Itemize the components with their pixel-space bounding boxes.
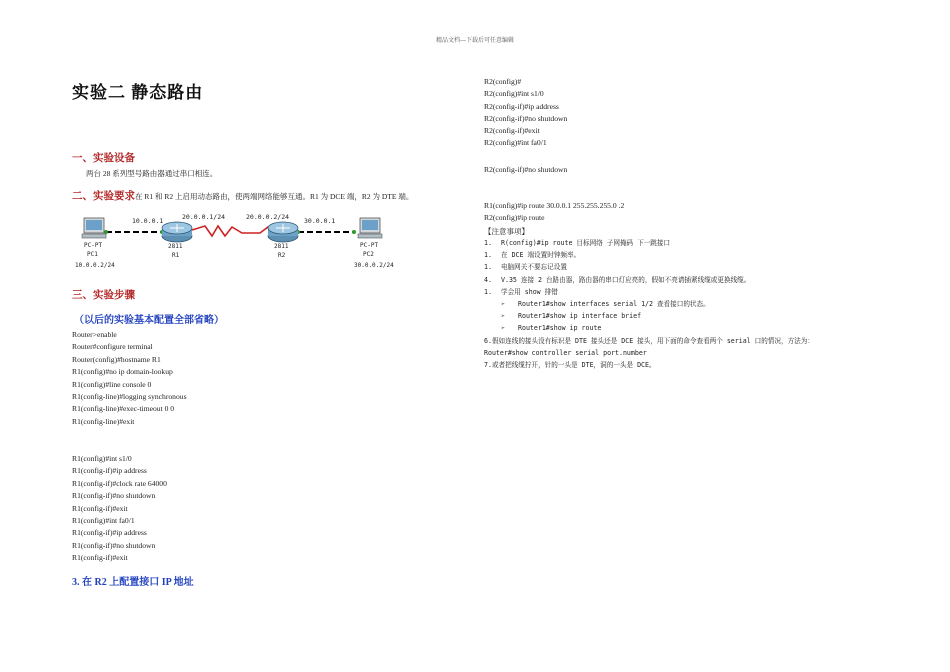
port-led: [352, 230, 356, 234]
r2-config-block-2: [484, 164, 567, 176]
router-r1-icon: [162, 222, 192, 242]
section-2: [72, 186, 413, 204]
config-line: Router>enable: [72, 330, 117, 339]
config-block-1: [72, 329, 187, 428]
config-line: R1(config)#int fa0/1: [72, 516, 135, 526]
r1-model: 2811: [168, 243, 183, 250]
r2-name: R2: [278, 252, 286, 259]
router-r2-icon: [268, 222, 298, 242]
config-line: R1(config)#int s1/0: [72, 454, 132, 463]
note-item: 4. V.35 连接 2 台路由器，路由器的串口灯应亮的，假如不亮请插紧线缆或更换线缆。: [484, 275, 751, 284]
config-line: R1(config-if)#exit: [72, 553, 128, 563]
config-line: R1(config-if)#clock rate 64000: [72, 478, 167, 488]
header-note: 精品文档---下载后可任意编辑: [436, 38, 514, 44]
r2-config-block-1: [484, 76, 567, 150]
pc1-ip: 10.0.0.2/24: [75, 262, 115, 269]
show-cmd-item: ➢ Router1#show interfaces serial 1/2 查看接口的状态。: [484, 298, 814, 310]
config-line: R1(config-line)#exec-timeout 0 0: [72, 404, 175, 414]
link2-right-label: 20.0.0.2/24: [246, 213, 290, 221]
config-line: R1(config-if)#no shutdown: [72, 540, 156, 550]
section-2-heading: 二、实验要求: [72, 191, 135, 202]
route-config-block: [484, 200, 624, 225]
config-line: Router#configure terminal: [72, 342, 153, 352]
arrow-bullet-icon: ➢: [501, 312, 505, 321]
note-item: 1. 电脑网关不要忘记设置: [484, 263, 567, 272]
show-cmd-item: ➢ Router1#show ip interface brief: [484, 310, 814, 322]
r1-name: R1: [172, 252, 180, 259]
note-item: 1. R(config)#ip route 目标网络 子网掩码 下一跳接口: [484, 239, 671, 247]
section-1-heading: 一、实验设备: [72, 153, 135, 164]
config-line: R1(config)#ip route 30.0.0.1 255.255.255.0 .2: [484, 201, 625, 210]
port-led: [104, 230, 108, 234]
section-3-subheading: （以后的实验基本配置全部省略）: [74, 315, 224, 326]
pc1-icon: [82, 218, 106, 238]
config-line: R1(config-line)#exit: [72, 416, 135, 426]
extra-note: 7.或者把线缆拧开，针的一头是 DTE，洞的一头是 DCE。: [484, 360, 656, 369]
config-block-2: [72, 453, 167, 565]
step-3-heading: 3. 在 R2 上配置接口 IP 地址: [72, 577, 194, 588]
config-line: R1(config)#line console 0: [72, 379, 152, 389]
extra-note: Router#show controller serial port.number: [484, 348, 647, 357]
config-line: R2(config-if)#ip address: [484, 101, 559, 111]
note-item: 1. 在 DCE 端设置时钟频率。: [484, 251, 581, 260]
link1-label: 10.0.0.1: [132, 217, 164, 225]
config-line: R1(config-if)#ip address: [72, 466, 147, 476]
network-topology-diagram: [70, 206, 410, 276]
config-line: R2(config)#int s1/0: [484, 89, 544, 99]
link2-left-label: 20.0.0.1/24: [182, 213, 226, 221]
pc2-ip: 30.0.0.2/24: [354, 262, 394, 269]
serial-link-r1-r2: [192, 226, 280, 236]
note-item: 1. 学会用 show 排错: [484, 287, 558, 296]
section-1-body: 两台 28 系列型号路由器通过串口相连。: [86, 169, 218, 178]
config-line: R2(config)#ip route: [484, 213, 545, 223]
section-3-heading: 三、实验步骤: [72, 290, 135, 301]
notes-heading: 【注意事项】: [484, 227, 529, 236]
r2-model: 2811: [274, 243, 289, 250]
notes-list: [484, 237, 814, 371]
page-title: 实验二 静态路由: [72, 83, 204, 102]
pc2-icon: [358, 218, 382, 238]
config-line: R1(config-if)#exit: [72, 503, 128, 513]
pc1-name: PC1: [87, 251, 98, 258]
config-line: R1(config-line)#logging synchronous: [72, 392, 187, 402]
pc1-type: PC-PT: [84, 242, 103, 249]
config-line: Router(config)#hostname R1: [72, 354, 161, 364]
link3-label: 30.0.0.1: [304, 217, 336, 225]
config-line: R2(config-if)#no shutdown: [484, 165, 568, 174]
show-cmd-item: ➢ Router1#show ip route: [484, 322, 814, 334]
config-line: R2(config)#: [484, 77, 522, 86]
arrow-bullet-icon: ➢: [501, 324, 505, 333]
pc2-name: PC2: [363, 251, 374, 258]
config-line: R1(config-if)#ip address: [72, 528, 147, 538]
config-line: R2(config)#int fa0/1: [484, 138, 547, 148]
config-line: R2(config-if)#exit: [484, 126, 540, 136]
config-line: R1(config-if)#no shutdown: [72, 491, 156, 501]
config-line: R1(config)#no ip domain-lookup: [72, 367, 173, 377]
config-line: R2(config-if)#no shutdown: [484, 113, 568, 123]
extra-note: 6.假如连线的接头没有标识是 DTE 接头还是 DCE 接头，用下面的命令查看两个 serial 口的情况，方法为：: [484, 336, 814, 345]
pc2-type: PC-PT: [360, 242, 379, 249]
section-2-body: 在 R1 和 R2 上启用动态路由，使两端网络能够互通。R1 为 DCE 端，R2 为 DTE 端。: [135, 192, 414, 201]
arrow-bullet-icon: ➢: [501, 299, 505, 308]
